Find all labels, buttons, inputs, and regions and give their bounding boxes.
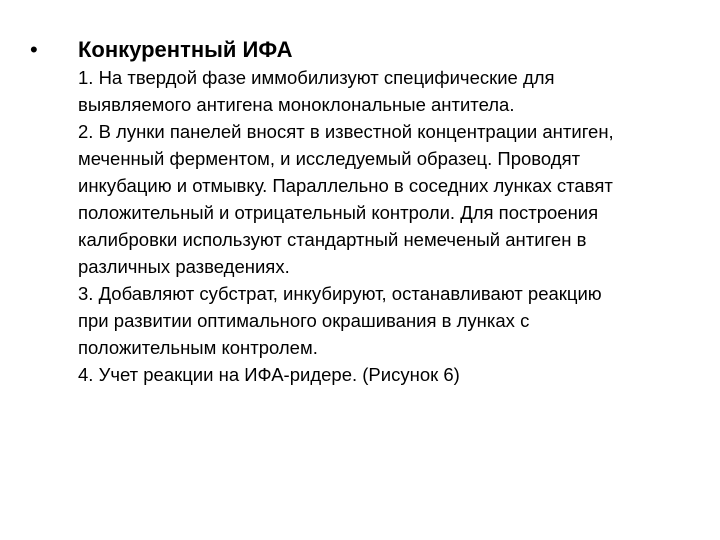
text-line-1: 1. На твердой фазе иммобилизуют специфические для <box>78 67 555 88</box>
bullet-icon: • <box>30 37 38 62</box>
text-line-12: 4. Учет реакции на ИФА-ридере. (Рисунок 6) <box>78 364 460 385</box>
text-line-10: при развитии оптимального окрашивания в лунках с <box>78 310 530 331</box>
text-line-7: калибровки используют стандартный немеченый антиген в <box>78 229 587 250</box>
slide-heading: Конкурентный ИФА <box>78 37 293 62</box>
text-line-9: 3. Добавляют субстрат, инкубируют, останавливают реакцию <box>78 283 602 304</box>
text-line-4: меченный ферментом, и исследуемый образец. Проводят <box>78 148 581 169</box>
text-line-5: инкубацию и отмывку. Параллельно в соседних лунках ставят <box>78 175 613 196</box>
text-line-6: положительный и отрицательный контроли. Для построения <box>78 202 599 223</box>
text-line-11: положительным контролем. <box>78 337 318 358</box>
text-line-8: различных разведениях. <box>78 256 290 277</box>
text-line-2: выявляемого антигена моноклональные антитела. <box>78 94 515 115</box>
text-line-3: 2. В лунки панелей вносят в известной концентрации антиген, <box>78 121 614 142</box>
bullet-content <box>78 36 688 388</box>
